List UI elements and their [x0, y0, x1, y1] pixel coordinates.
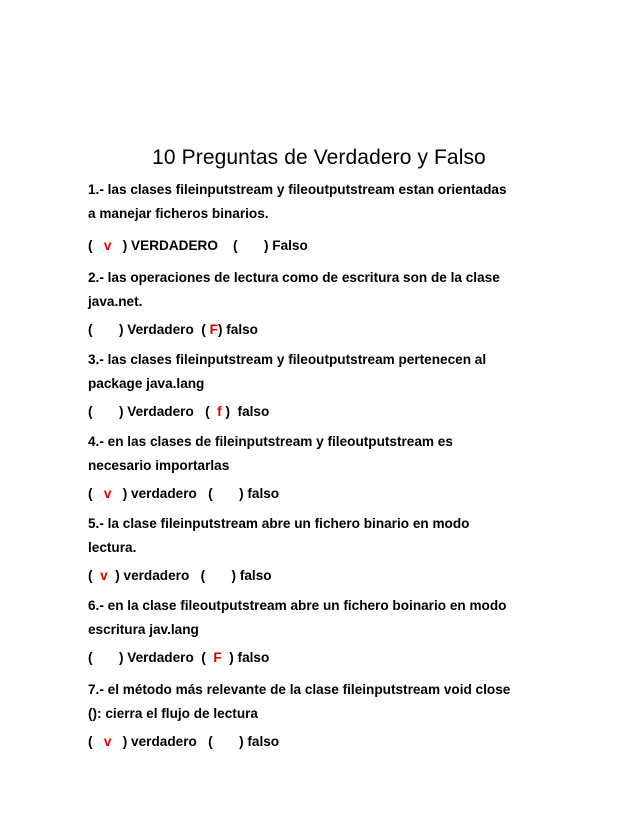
question-text-line: a manejar ficheros binarios.: [88, 206, 269, 221]
question-text-line: 4.- en las clases de fileinputstream y fileoutputstream es: [88, 434, 453, 449]
question-text-line: 1.- las clases fileinputstream y fileoutputstream estan orientadas: [88, 182, 507, 197]
answer-7: [88, 734, 279, 749]
question-text-line: (): cierra el flujo de lectura: [88, 706, 258, 721]
answer-mark: v: [103, 238, 112, 253]
answer-5: [88, 568, 272, 583]
question-text-line: 6.- en la clase fileoutputstream abre un fichero boinario en modo: [88, 598, 507, 613]
question-text-line: necesario importarlas: [88, 458, 230, 473]
question-text-line: 7.- el método más relevante de la clase fileinputstream void close: [88, 682, 511, 697]
answer-open: ( ) Verdadero (: [88, 404, 218, 419]
answer-open: ( ) Verdadero (: [88, 322, 210, 337]
answer-rest: ) verdadero ( ) falso: [111, 486, 280, 501]
question-6: [88, 594, 558, 642]
question-2: [88, 266, 558, 314]
question-4: [88, 430, 558, 478]
answer-mark: F: [209, 322, 218, 337]
answer-rest: ) VERDADERO ( ) Falso: [111, 238, 308, 253]
question-text-line: java.net.: [88, 294, 143, 309]
answer-rest: ) falso: [217, 322, 258, 337]
answer-mark: F: [213, 650, 222, 665]
answer-1: [88, 238, 308, 253]
answer-rest: ) verdadero ( ) falso: [107, 568, 272, 583]
answer-open: (: [88, 238, 104, 253]
question-7: [88, 678, 558, 726]
answer-mark: f: [217, 404, 222, 419]
answer-mark: v: [100, 568, 108, 583]
answer-rest: ) falso: [221, 650, 270, 665]
answer-open: ( ) Verdadero (: [88, 650, 214, 665]
question-text-line: 2.- las operaciones de lectura como de escritura son de la clase: [88, 270, 500, 285]
question-text-line: package java.lang: [88, 376, 205, 391]
answer-rest: ) verdadero ( ) falso: [111, 734, 280, 749]
answer-4: [88, 486, 279, 501]
question-text-line: escritura jav.lang: [88, 622, 199, 637]
question-1: [88, 178, 558, 226]
answer-open: (: [88, 568, 101, 583]
answer-rest: ) falso: [221, 404, 270, 419]
answer-open: (: [88, 734, 104, 749]
answer-open: (: [88, 486, 104, 501]
answer-2: [88, 322, 258, 337]
page-title: 10 Preguntas de Verdadero y Falso: [152, 146, 486, 169]
question-text-line: 5.- la clase fileinputstream abre un fichero binario en modo: [88, 516, 470, 531]
answer-mark: v: [103, 734, 112, 749]
answer-3: [88, 404, 269, 419]
question-3: [88, 348, 558, 396]
answer-mark: v: [103, 486, 112, 501]
question-text-line: lectura.: [88, 540, 137, 555]
question-5: [88, 512, 558, 560]
question-text-line: 3.- las clases fileinputstream y fileoutputstream pertenecen al: [88, 352, 487, 367]
answer-6: [88, 650, 269, 665]
